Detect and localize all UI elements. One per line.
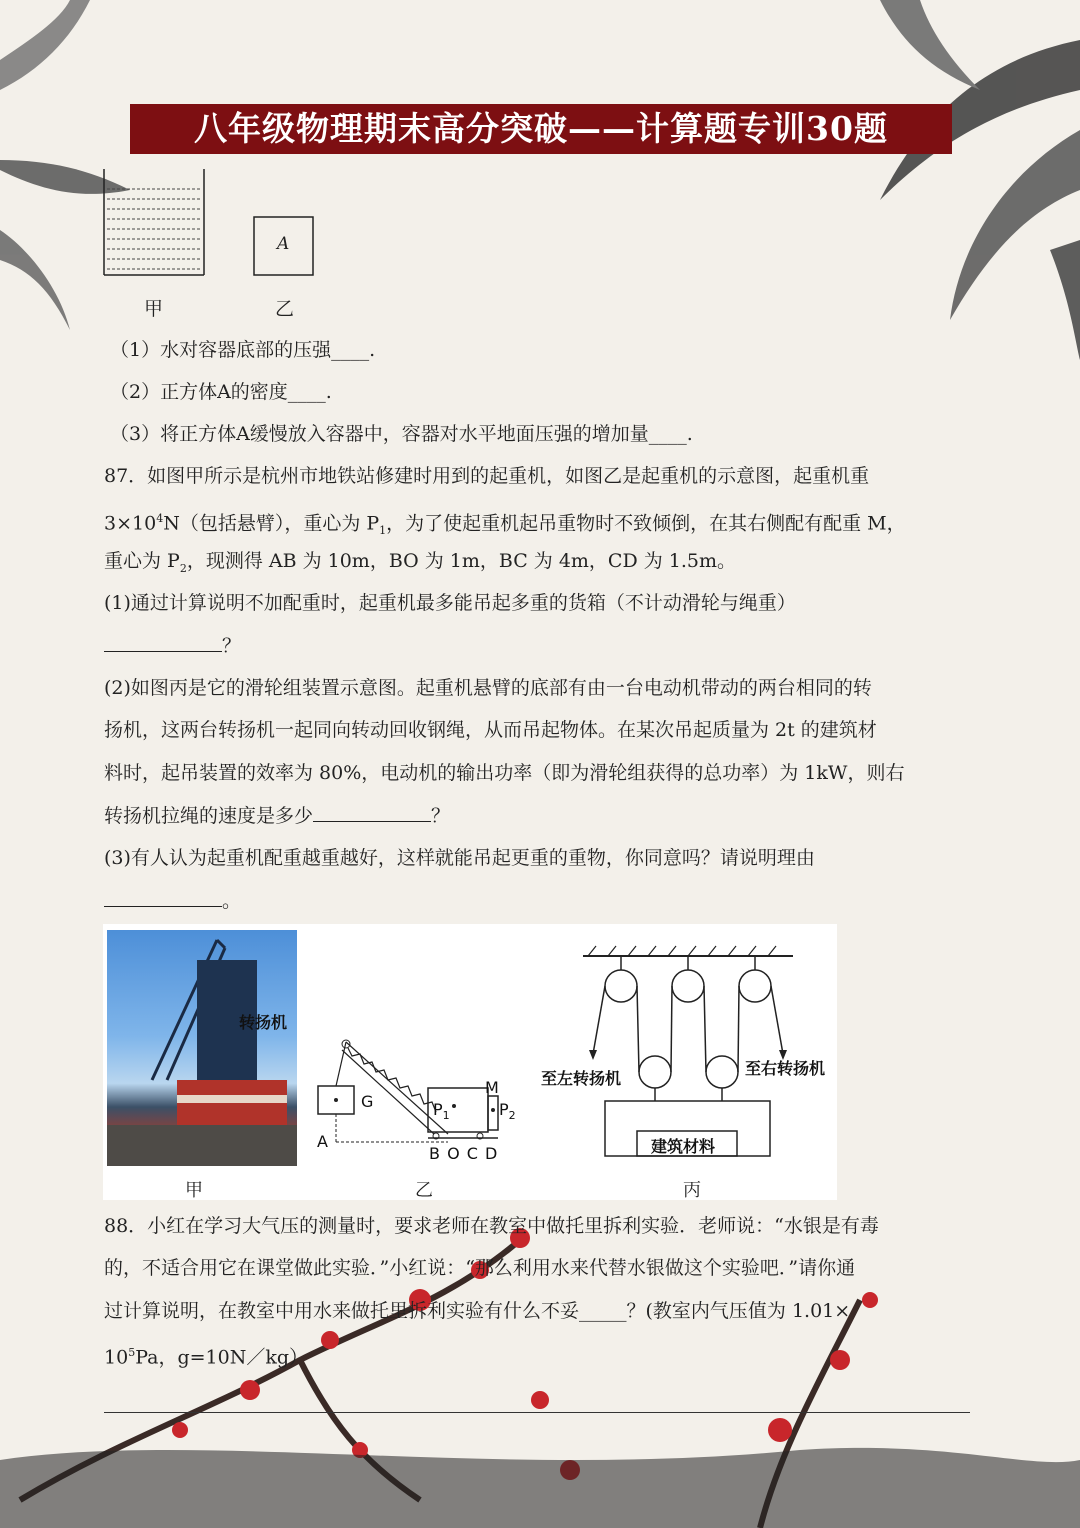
crane-figure-panel [103,924,837,1200]
q87-line3: 重心为 $P_2$，现测得 AB 为 10m，BO 为 1m，BC 为 4m，CD 为 1.5m。 [104,550,737,575]
q86-part2: （2）正方体A的密度____. [110,381,332,403]
ink-wash-bottom [0,1448,1080,1528]
caption-yi: 乙 [415,1180,433,1201]
cube-letter: A [277,234,290,254]
label-m: M [485,1078,499,1097]
q87-sub3: (3)有人认为起重机配重越重越好，这样就能吊起更重的重物，你同意吗？请说明理由 [104,847,815,869]
label-g: G [361,1092,374,1111]
container-diagram [104,169,204,275]
label-bocd: B O C D [429,1144,499,1163]
photo-winch-label: 转扬机 [239,1013,288,1032]
q86-part1: （1）水对容器底部的压强____. [110,339,376,361]
building-material-label: 建筑材料 [651,1137,716,1156]
bamboo-leaf [0,0,90,90]
q88-line4: $10^5Pa$，g=10N／kg） [104,1346,309,1369]
q88-line1: 88．小红在学习大气压的测量时，要求老师在教室中做托里拆利实验．老师说：“水银是有毒 [104,1215,879,1237]
caption-bing: 丙 [683,1180,701,1201]
left-winch-label: 至左转扬机 [541,1069,622,1088]
q87-sub2-line4: 转扬机拉绳的速度是多少 ？ [104,805,451,827]
container-cube-figure [100,165,330,280]
caption-jia: 甲 [185,1180,203,1201]
q87-sub1: (1)通过计算说明不加配重时，起重机最多能吊起多重的货箱（不计动滑轮与绳重） [104,592,796,614]
right-winch-label: 至右转扬机 [745,1059,826,1078]
q87-sub2-line3: 料时，起吊装置的效率为 80%，电动机的输出功率（即为滑轮组获得的总功率）为 1kW，则右 [104,762,905,784]
label-p2: $P_2$ [499,1100,516,1123]
q88-line3: 过计算说明，在教室中用水来做托里拆利实验有什么不妥_____？(教室内气压值为 1.01× [104,1300,851,1322]
bamboo-leaf [1050,240,1080,360]
q87-sub2-line2: 扬机，这两台转扬机一起同向转动回收钢绳，从而吊起物体。在某次吊起质量为 2t 的建筑材 [104,719,877,741]
bamboo-leaf [0,230,70,330]
figure-label-yi: 乙 [275,298,295,320]
answer-line [104,1412,970,1413]
bamboo-leaf [880,0,980,90]
q87-sub1-answer: ？ [104,633,241,658]
q86-part3: （3）将正方体A缓慢放入容器中，容器对水平地面压强的增加量____. [110,423,693,445]
q87-sub3-answer: 。 [104,888,241,913]
page-title: 八年级物理期末高分突破——计算题专训30题 [130,104,952,154]
q88-line2: 的，不适合用它在课堂做此实验．”小红说：“那么利用水来代替水银做这个实验吧．”请你通 [104,1257,856,1279]
crane-silhouette [107,930,297,1166]
label-p1: $P_1$ [433,1100,450,1123]
q87-line1: 87．如图甲所示是杭州市地铁站修建时用到的起重机，如图乙是起重机的示意图，起重机重 [104,465,870,487]
q87-line2: $3\times 10^4N$（包括悬臂），重心为 $P_1$，为了使起重机起吊重物时不致倾倒，在其右侧配有配重 M， [104,512,906,538]
label-a: A [317,1132,328,1151]
pulley-diagram [533,936,833,1161]
crane-photo [107,930,297,1166]
figure-label-jia: 甲 [144,298,164,320]
q87-sub2-line1: (2)如图丙是它的滑轮组装置示意图。起重机悬臂的底部有由一台电动机带动的两台相同的转 [104,677,872,699]
bamboo-leaf [950,130,1080,320]
